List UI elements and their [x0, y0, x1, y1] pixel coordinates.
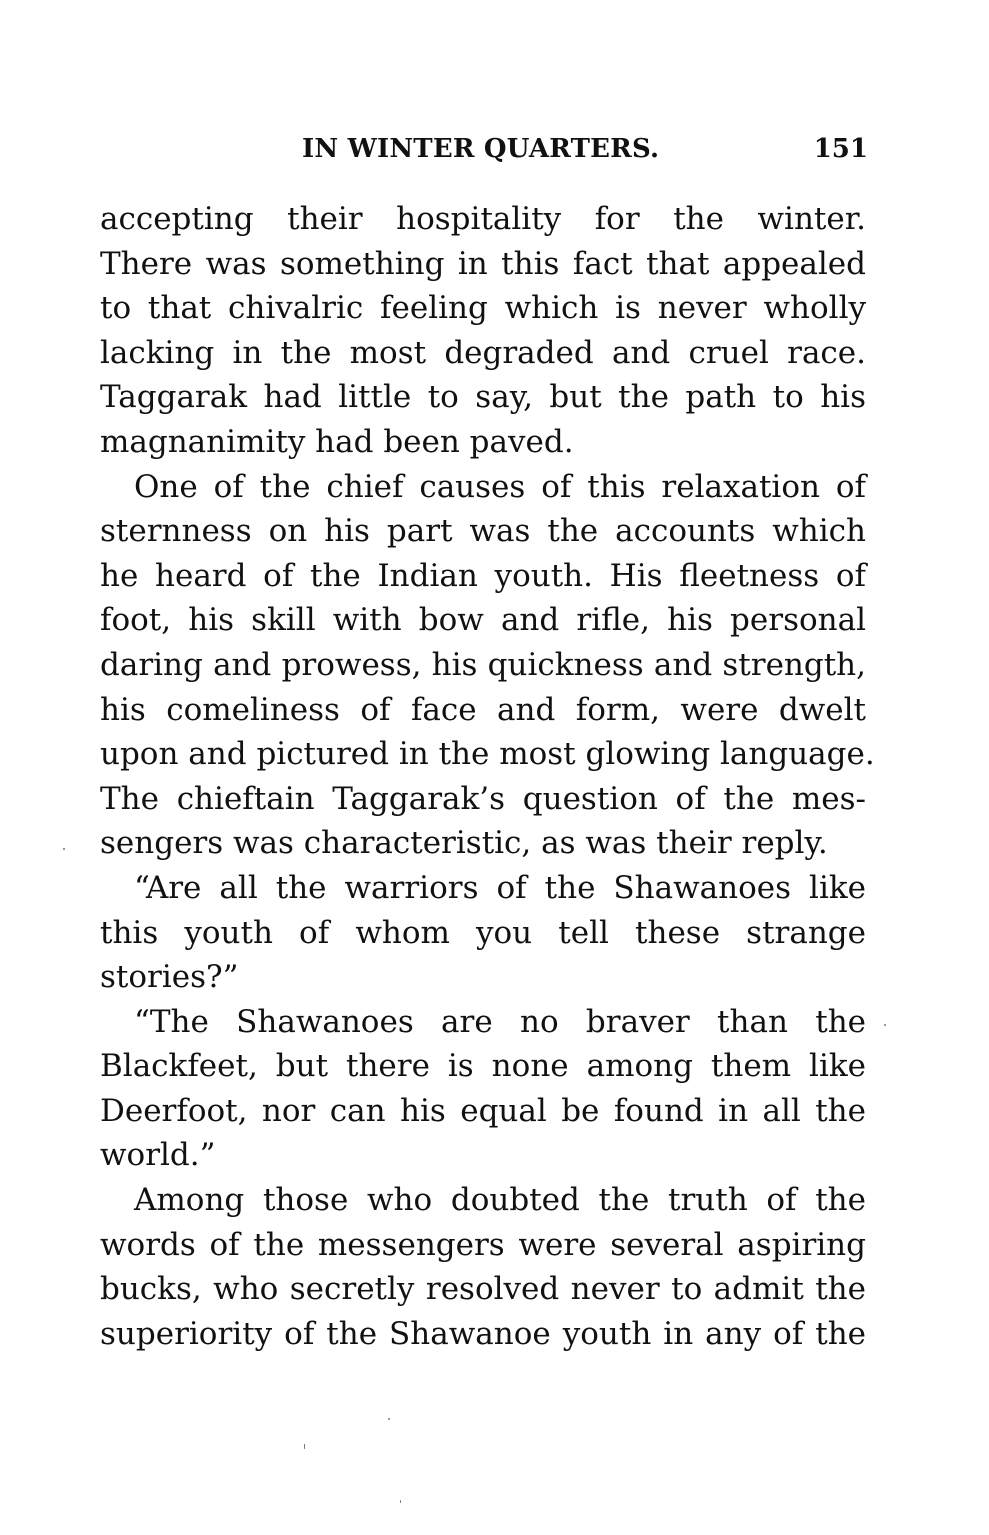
text-line: magnanimity had been paved.	[100, 423, 574, 460]
text-line: There was something in this fact that appealed	[100, 245, 866, 282]
text-line: bucks, who secretly resolved never to admit the	[100, 1271, 866, 1308]
text-line: world.”	[100, 1137, 216, 1174]
text-line: stories?”	[100, 959, 239, 996]
text-line: upon and pictured in the most glowing language.	[100, 736, 875, 773]
text-line: lacking in the most degraded and cruel race.	[100, 334, 866, 371]
text-line: to that chivalric feeling which is never wholly	[100, 290, 866, 327]
paper-speck	[388, 1418, 390, 1420]
text-line: daring and prowess, his quickness and strength,	[100, 646, 866, 683]
paper-speck	[304, 1444, 305, 1449]
text-line: Taggarak had little to say, but the path to his	[100, 379, 866, 416]
paper-speck	[63, 848, 65, 850]
text-line: “The Shawanoes are no braver than the	[134, 1003, 866, 1040]
text-line: this youth of whom you tell these strange	[100, 914, 866, 951]
paper-speck	[884, 1024, 886, 1026]
text-line: his comeliness of face and form, were dwelt	[100, 691, 866, 728]
body-text	[100, 197, 875, 1356]
text-line: he heard of the Indian youth. His fleetness of	[100, 557, 866, 594]
text-line: Deerfoot, nor can his equal be found in all the	[100, 1092, 866, 1129]
text-line: sternness on his part was the accounts which	[100, 513, 866, 550]
text-line: foot, his skill with bow and rifle, his personal	[100, 602, 866, 639]
text-line: Among those who doubted the truth of the	[134, 1182, 866, 1219]
text-line: One of the chief causes of this relaxation of	[134, 468, 866, 505]
running-header	[100, 134, 868, 170]
text-line: accepting their hospitality for the winter.	[100, 201, 866, 237]
text-line: “Are all the warriors of the Shawanoes like	[134, 869, 866, 906]
text-line: The chieftain Taggarak’s question of the mes-	[100, 780, 866, 817]
paper-speck	[400, 1500, 401, 1503]
text-line: sengers was characteristic, as was their reply.	[100, 825, 828, 862]
text-line: Blackfeet, but there is none among them like	[100, 1048, 866, 1085]
page-number: 151	[813, 134, 868, 164]
running-title: IN WINTER QUARTERS.	[302, 134, 660, 164]
text-line: superiority of the Shawanoe youth in any of the	[100, 1315, 866, 1352]
text-line: words of the messengers were several aspiring	[100, 1226, 866, 1263]
